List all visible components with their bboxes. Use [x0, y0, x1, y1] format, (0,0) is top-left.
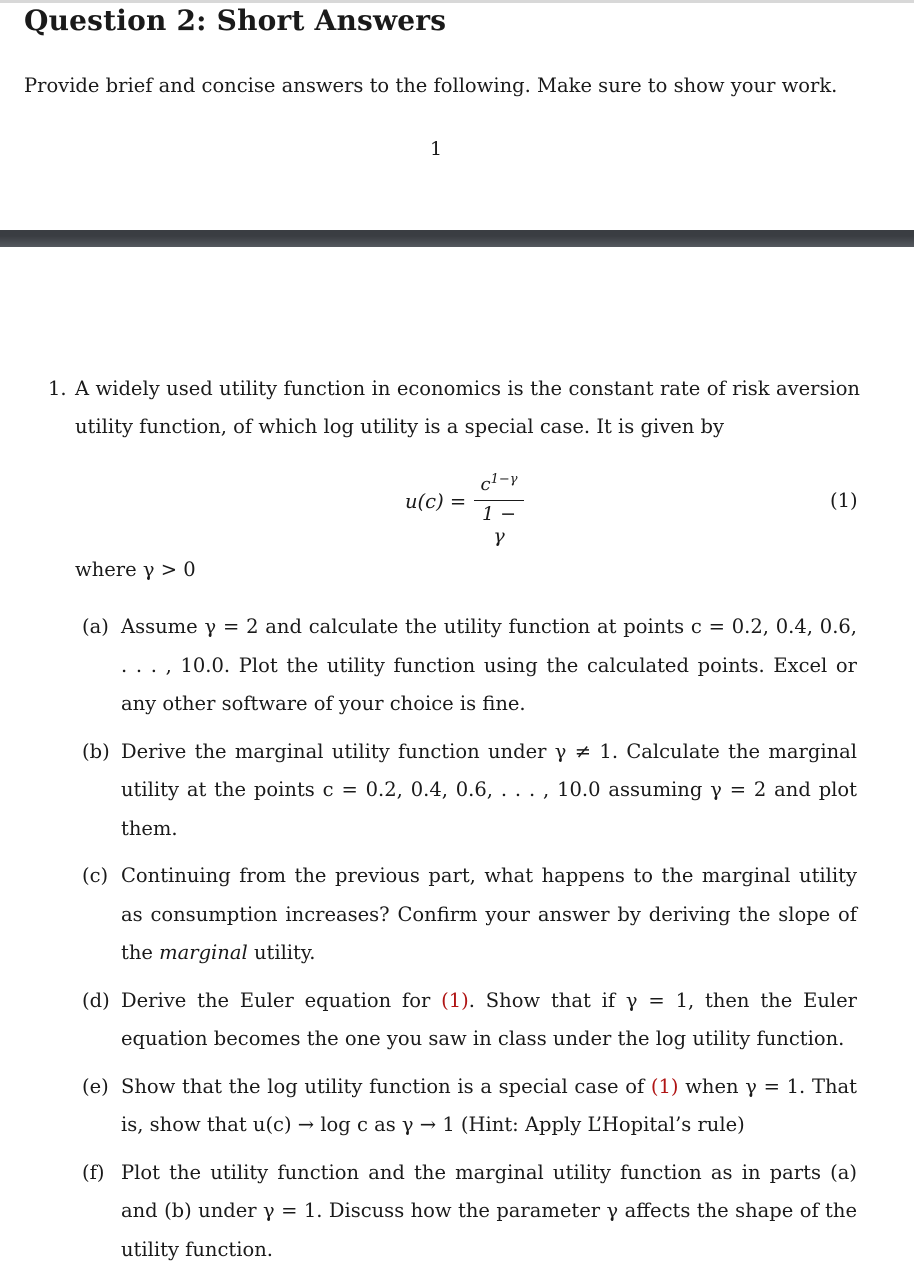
subquestion-text: Derive the Euler equation for (1). Show that if γ = 1, then the Euler equation becomes the one you saw in class under the log utility function.	[121, 988, 857, 1050]
question-text: A widely used utility function in economics is the constant rate of risk aversion utility function, of which log utility is a special case. It is given by	[75, 377, 860, 438]
subquestion-list	[82, 608, 857, 1278]
subquestion-label: (b)	[82, 739, 110, 763]
subquestion-label: (a)	[82, 615, 109, 638]
subquestion-f	[82, 1154, 857, 1270]
equation-denominator: 1 − γ	[481, 503, 517, 547]
subquestion-text: Continuing from the previous part, what happens to the marginal utility as consumption increases? Confirm your answer by deriving the slope of the marginal utility.	[121, 864, 857, 964]
fraction-bar	[474, 500, 524, 501]
equation-numerator: $c^{1-\gamma}$	[480, 472, 518, 495]
page-number: 1	[430, 138, 443, 160]
subquestion-label: (e)	[82, 1074, 109, 1098]
page-title: Question 2: Short Answers	[24, 4, 447, 37]
page-separator	[0, 230, 914, 247]
subquestion-b	[82, 733, 857, 849]
subquestion-c	[82, 857, 857, 973]
equation-lhs: u(c) =	[405, 490, 467, 513]
subquestion-text: Assume γ = 2 and calculate the utility function at points c = 0.2, 0.4, 0.6, . . . , 10.0. Plot the utility function using the calculated points. Excel or any other software of your choice is fine.	[121, 615, 857, 715]
subquestion-label: (c)	[82, 864, 109, 887]
subquestion-text: Plot the utility function and the marginal utility function as in parts (a) and (b) under γ = 1. Discuss how the parameter γ affects the shape of the utility function.	[121, 1160, 857, 1261]
question-1	[48, 370, 860, 446]
instructions: Provide brief and concise answers to the following. Make sure to show your work.	[24, 74, 838, 97]
question-number: 1.	[48, 377, 67, 400]
subquestion-text: Show that the log utility function is a special case of (1) when γ = 1. That is, show that u(c) → log c as γ → 1 (Hint: Apply L’Hopital’s rule)	[121, 1074, 857, 1136]
where-clause: where γ > 0	[75, 558, 196, 581]
emphasis: marginal	[159, 941, 248, 964]
subquestion-e	[82, 1068, 857, 1145]
equation-reference-link[interactable]: (1)	[441, 988, 469, 1012]
equation-label: (1)	[830, 489, 858, 512]
subquestion-d	[82, 982, 857, 1059]
subquestion-text: Derive the marginal utility function under γ ≠ 1. Calculate the marginal utility at the points c = 0.2, 0.4, 0.6, . . . , 10.0 assuming γ = 2 and plot them.	[121, 739, 857, 840]
equation-fraction	[474, 472, 524, 547]
subquestion-a	[82, 608, 857, 724]
equation-reference-link[interactable]: (1)	[650, 1074, 679, 1098]
subquestion-label: (f)	[82, 1160, 105, 1184]
top-border	[0, 0, 914, 3]
subquestion-label: (d)	[82, 988, 110, 1012]
